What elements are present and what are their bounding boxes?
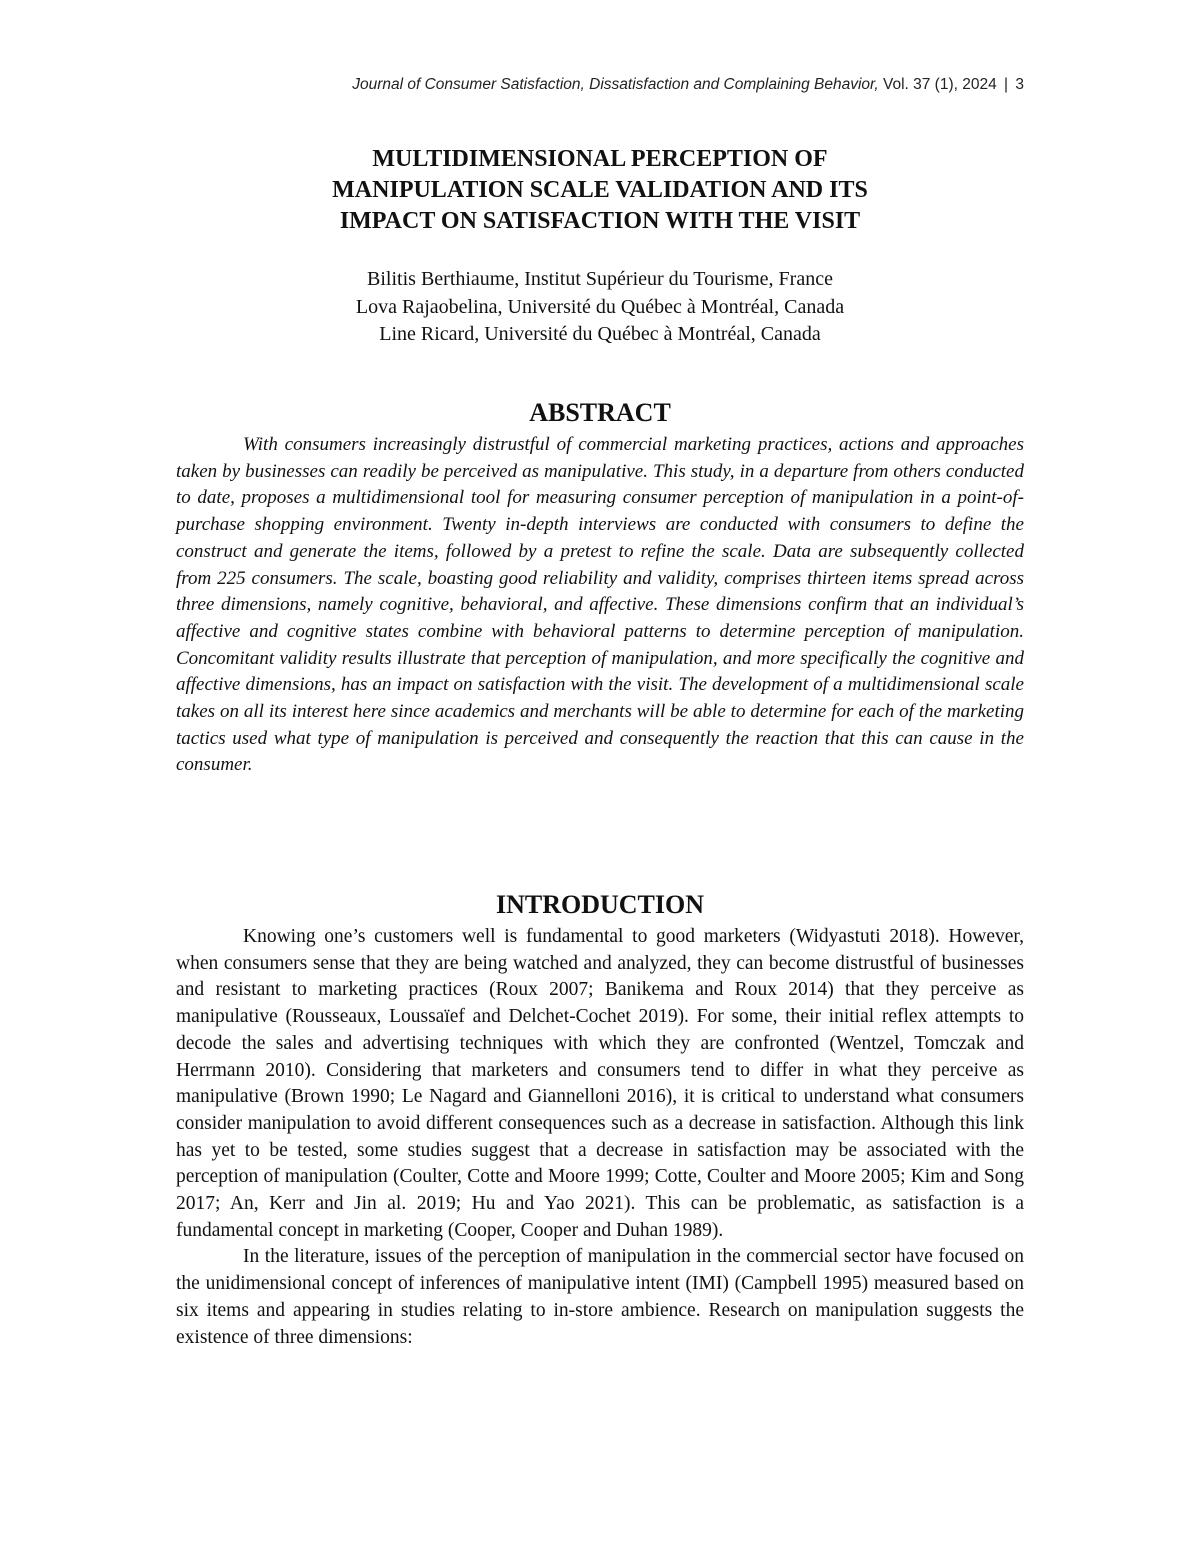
journal-volume: Vol. 37 (1), 2024 — [882, 76, 997, 93]
author-2: Lova Rajaobelina, Université du Québec à Montréal, Canada — [355, 295, 845, 318]
journal-name: Journal of Consumer Satisfaction, Dissatisfaction and Complaining Behavior, — [352, 76, 879, 93]
introduction-paragraph-2: In the literature, issues of the perception of manipulation in the commercial sector have focused on the unidimensional concept of inferences of manipulative intent (IMI) (Campbell 1995) measured based on six items and appearing in studies relating to in-store ambience. Research on manipulation suggests the existence of three dimensions: — [176, 1246, 1024, 1348]
author-1: Bilitis Berthiaume, Institut Supérieur du Tourisme, France — [367, 268, 833, 290]
paper-title — [0, 144, 1200, 237]
introduction-heading: INTRODUCTION — [495, 890, 705, 919]
author-3: Line Ricard, Université du Québec à Montréal, Canada — [379, 323, 821, 345]
header-separator: | — [1004, 76, 1009, 93]
introduction-body — [176, 924, 1024, 1351]
introduction-paragraph-1: Knowing one’s customers well is fundamental to good marketers (Widyastuti 2018). However, when consumers sense that they are being watched and analyzed, they can become distrustful of businesses and resistant to marketing practices (Roux 2007; Banikema and Roux 2014) that they perceive as manipulative (Rousseaux, Loussaïef and Delchet-Cochet 2019). For some, their initial reflex attempts to decode the sales and advertising techniques with which they are confronted (Wentzel, Tomczak and Herrmann 2010). Considering that marketers and consumers tend to differ in what they perceive as manipulative (Brown 1990; Le Nagard and Giannelloni 2016), it is critical to understand what consumers consider manipulation to avoid different consequences such as a decrease in satisfaction. Although this link has yet to be tested, some studies suggest that a decrease in satisfaction may be associated with the perception of manipulation (Coulter, Cotte and Moore 1999; Cotte, Coulter and Moore 2005; Kim and Song 2017; An, Kerr and Jin al. 2019; Hu and Yao 2021). This can be problematic, as satisfaction is a fundamental concept in marketing (Cooper, Cooper and Duhan 1989). — [176, 926, 1024, 1241]
title-line-3: IMPACT ON SATISFACTION WITH THE VISIT — [339, 208, 861, 234]
author-list — [0, 266, 1200, 349]
abstract-heading: ABSTRACT — [529, 398, 671, 427]
page-number: 3 — [1015, 76, 1024, 93]
title-line-2: MANIPULATION SCALE VALIDATION AND ITS — [332, 177, 868, 203]
title-line-1: MULTIDIMENSIONAL PERCEPTION OF — [372, 146, 828, 172]
running-header — [352, 76, 1024, 94]
abstract-text: With consumers increasingly distrustful of commercial marketing practices, actions and approaches taken by businesses can readily be perceived as manipulative. This study, in a departure from others conducted to date, proposes a multidimensional tool for measuring consumer perception of manipulation in a point-of-purchase shopping environment. Twenty in-depth interviews are conducted with consumers to define the construct and generate the items, followed by a pretest to refine the scale. Data are subsequently collected from 225 consumers. The scale, boasting good reliability and validity, comprises thirteen items spread across three dimensions, namely cognitive, behavioral, and affective. These dimensions confirm that an individual’s affective and cognitive states combine with behavioral patterns to determine perception of manipulation. Concomitant validity results illustrate that perception of manipulation, and more specifically the cognitive and affective dimensions, has an impact on satisfaction with the visit. The development of a multidimensional scale takes on all its interest here since academics and merchants will be able to determine for each of the marketing tactics used what type of manipulation is perceived and consequently the reaction that this can cause in the consumer. — [176, 434, 1024, 776]
